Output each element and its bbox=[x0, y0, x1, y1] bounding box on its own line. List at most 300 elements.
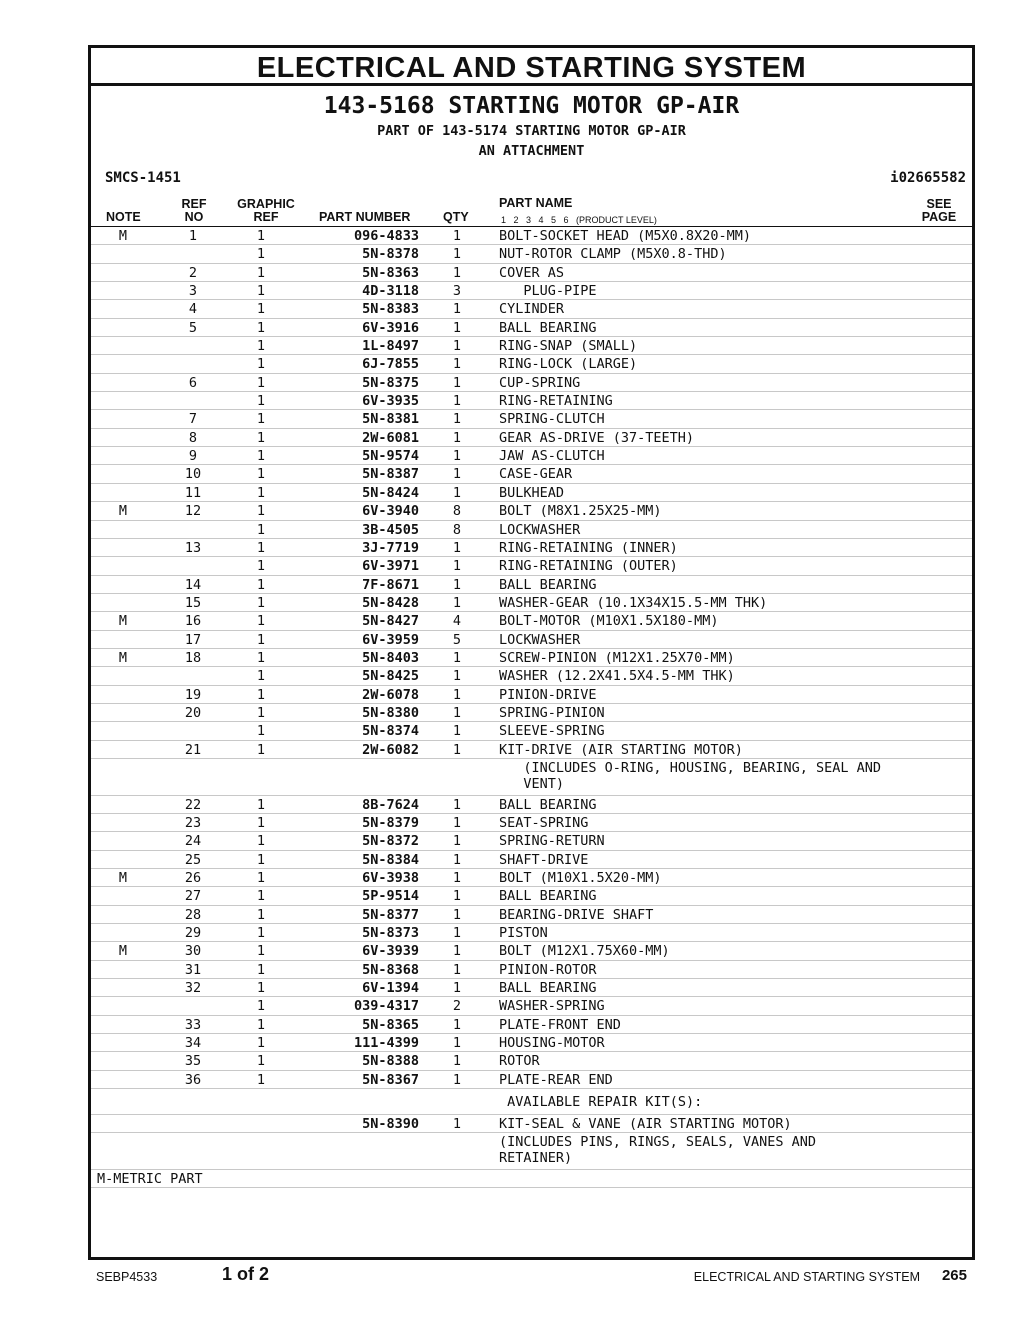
quantity-cell: 1 bbox=[452, 246, 462, 263]
ref-number-cell: 34 bbox=[184, 1035, 202, 1052]
table-row bbox=[91, 1133, 972, 1170]
ref-number-cell: 1 bbox=[188, 228, 198, 244]
ref-number-cell: 8 bbox=[188, 429, 198, 446]
graphic-ref-cell: 1 bbox=[256, 246, 266, 263]
part-number-cell: 5N-8381 bbox=[362, 411, 419, 428]
part-number-cell: 5N-8384 bbox=[362, 851, 419, 868]
part-name-cell: WASHER (12.2X41.5X4.5-MM THK) bbox=[499, 668, 735, 685]
quantity-cell: 1 bbox=[452, 484, 462, 501]
graphic-ref-cell: 1 bbox=[256, 228, 266, 244]
part-number-cell: 2W-6081 bbox=[362, 429, 419, 446]
part-number-cell: 5N-8380 bbox=[362, 704, 419, 721]
part-number-cell: 096-4833 bbox=[353, 228, 419, 244]
quantity-cell: 1 bbox=[452, 448, 462, 465]
part-name-cell: ROTOR bbox=[499, 1053, 540, 1070]
part-name-cell: PLATE-REAR END bbox=[499, 1071, 613, 1088]
ref-number-cell: 28 bbox=[184, 906, 202, 923]
part-number-cell: 5N-8390 bbox=[362, 1115, 419, 1132]
part-number-cell: 5N-8363 bbox=[362, 264, 419, 281]
ref-number-cell: 14 bbox=[184, 576, 202, 593]
table-row bbox=[91, 447, 972, 465]
col-ref-bottom: NO bbox=[184, 210, 204, 224]
table-row bbox=[91, 557, 972, 575]
table-row bbox=[91, 1052, 972, 1070]
quantity-cell: 8 bbox=[452, 521, 462, 538]
graphic-ref-cell: 1 bbox=[256, 1053, 266, 1070]
ref-number-cell: 32 bbox=[184, 980, 202, 997]
table-row bbox=[91, 1115, 972, 1133]
table-row bbox=[91, 410, 972, 428]
graphic-ref-cell: 1 bbox=[256, 998, 266, 1015]
graphic-ref-cell: 1 bbox=[256, 576, 266, 593]
ref-number-cell: 27 bbox=[184, 888, 202, 905]
part-name-cell: CYLINDER bbox=[499, 301, 565, 318]
ref-number-cell: 22 bbox=[184, 796, 202, 813]
part-name-cell: BOLT (M8X1.25X25-MM) bbox=[499, 503, 662, 520]
quantity-cell: 1 bbox=[452, 796, 462, 813]
table-row bbox=[91, 539, 972, 557]
table-row bbox=[91, 631, 972, 649]
ref-number-cell: 30 bbox=[184, 943, 202, 960]
table-row bbox=[91, 814, 972, 832]
part-name-cell: RING-LOCK (LARGE) bbox=[499, 356, 638, 373]
graphic-ref-cell: 1 bbox=[256, 833, 266, 850]
table-row bbox=[91, 961, 972, 979]
table-row bbox=[91, 1071, 972, 1089]
graphic-ref-cell: 1 bbox=[256, 668, 266, 685]
footer-doc-number: SEBP4533 bbox=[96, 1270, 158, 1284]
quantity-cell: 1 bbox=[452, 356, 462, 373]
quantity-cell: 1 bbox=[452, 576, 462, 593]
quantity-cell: 4 bbox=[452, 613, 462, 630]
quantity-cell: 1 bbox=[452, 1115, 462, 1132]
table-row bbox=[91, 282, 972, 300]
quantity-cell: 1 bbox=[452, 374, 462, 391]
part-name-cell: BOLT (M10X1.5X20-MM) bbox=[499, 870, 662, 887]
quantity-cell: 8 bbox=[452, 503, 462, 520]
quantity-cell: 1 bbox=[452, 429, 462, 446]
note-cell: M bbox=[118, 943, 128, 960]
table-row bbox=[91, 979, 972, 997]
col-part-name: PART NAME bbox=[499, 196, 573, 210]
quantity-cell: 1 bbox=[452, 741, 462, 758]
ref-number-cell: 15 bbox=[184, 594, 202, 611]
ref-number-cell: 13 bbox=[184, 539, 202, 556]
part-name-cell: CASE-GEAR bbox=[499, 466, 573, 483]
quantity-cell: 1 bbox=[452, 668, 462, 685]
quantity-cell: 1 bbox=[452, 594, 462, 611]
part-name-cell: BALL BEARING bbox=[499, 796, 597, 813]
graphic-ref-cell: 1 bbox=[256, 888, 266, 905]
graphic-ref-cell: 1 bbox=[256, 283, 266, 300]
part-name-cell: RING-SNAP (SMALL) bbox=[499, 338, 638, 355]
col-graphic-bottom: REF bbox=[253, 210, 279, 224]
part-name-cell: KIT-DRIVE (AIR STARTING MOTOR) bbox=[499, 741, 743, 758]
quantity-cell: 1 bbox=[452, 1016, 462, 1033]
part-name-cell: PINION-DRIVE bbox=[499, 686, 597, 703]
ref-number-cell: 26 bbox=[184, 870, 202, 887]
attachment-label: AN ATTACHMENT bbox=[478, 143, 585, 159]
graphic-ref-cell: 1 bbox=[256, 980, 266, 997]
part-number-cell: 6V-3935 bbox=[362, 393, 419, 410]
part-number-cell: 111-4399 bbox=[353, 1035, 419, 1052]
part-name-cell: SPRING-CLUTCH bbox=[499, 411, 605, 428]
part-number-cell: 6V-3971 bbox=[362, 558, 419, 575]
graphic-ref-cell: 1 bbox=[256, 815, 266, 831]
table-row bbox=[91, 759, 972, 796]
quantity-cell: 1 bbox=[452, 539, 462, 556]
part-number-cell: 5N-8365 bbox=[362, 1016, 419, 1033]
quantity-cell: 1 bbox=[452, 925, 462, 942]
table-row bbox=[91, 374, 972, 392]
graphic-ref-cell: 1 bbox=[256, 393, 266, 410]
table-row bbox=[91, 484, 972, 502]
part-number-cell: 6J-7855 bbox=[362, 356, 419, 373]
quantity-cell: 1 bbox=[452, 1035, 462, 1052]
table-row bbox=[91, 429, 972, 447]
table-row bbox=[91, 887, 972, 905]
graphic-ref-cell: 1 bbox=[256, 484, 266, 501]
part-number-cell: 6V-3938 bbox=[362, 870, 419, 887]
footer-page-number: 265 bbox=[941, 1267, 967, 1284]
ref-number-cell: 3 bbox=[188, 283, 198, 300]
graphic-ref-cell: 1 bbox=[256, 301, 266, 318]
graphic-ref-cell: 1 bbox=[256, 338, 266, 355]
table-row bbox=[91, 722, 972, 740]
table-row bbox=[91, 227, 972, 245]
quantity-cell: 1 bbox=[452, 649, 462, 666]
part-number-cell: 6V-3916 bbox=[362, 319, 419, 336]
table-row bbox=[91, 796, 972, 814]
graphic-ref-cell: 1 bbox=[256, 448, 266, 465]
document-id: i02665582 bbox=[890, 170, 966, 186]
part-name-cell: BALL BEARING bbox=[499, 980, 597, 997]
part-name-cell: CUP-SPRING bbox=[499, 374, 581, 391]
quantity-cell: 1 bbox=[452, 228, 462, 244]
graphic-ref-cell: 1 bbox=[256, 686, 266, 703]
part-name-cell: PISTON bbox=[499, 925, 548, 942]
part-name-cell: BOLT-MOTOR (M10X1.5X180-MM) bbox=[499, 613, 719, 630]
part-number-cell: 5N-9574 bbox=[362, 448, 419, 465]
part-number-cell: 5N-8383 bbox=[362, 301, 419, 318]
quantity-cell: 1 bbox=[452, 301, 462, 318]
part-name-cell: LOCKWASHER bbox=[499, 631, 581, 648]
note-cell: M bbox=[118, 613, 128, 630]
part-name-cell: BOLT (M12X1.75X60-MM) bbox=[499, 943, 670, 960]
smcs-code: SMCS-1451 bbox=[105, 170, 181, 186]
ref-number-cell: 7 bbox=[188, 411, 198, 428]
ref-number-cell: 11 bbox=[184, 484, 202, 501]
part-name-cell: RING-RETAINING bbox=[499, 393, 613, 410]
graphic-ref-cell: 1 bbox=[256, 558, 266, 575]
graphic-ref-cell: 1 bbox=[256, 319, 266, 336]
ref-number-cell: 16 bbox=[184, 613, 202, 630]
ref-number-cell: 20 bbox=[184, 704, 202, 721]
part-number-cell: 5N-8379 bbox=[362, 815, 419, 831]
table-row bbox=[91, 704, 972, 722]
graphic-ref-cell: 1 bbox=[256, 613, 266, 630]
quantity-cell: 1 bbox=[452, 704, 462, 721]
part-number-cell: 5N-8388 bbox=[362, 1053, 419, 1070]
part-number-cell: 3B-4505 bbox=[362, 521, 419, 538]
part-number-cell: 5P-9514 bbox=[362, 888, 419, 905]
quantity-cell: 1 bbox=[452, 980, 462, 997]
part-name-cell: HOUSING-MOTOR bbox=[499, 1035, 605, 1052]
part-number-cell: 5N-8368 bbox=[362, 961, 419, 978]
quantity-cell: 1 bbox=[452, 943, 462, 960]
graphic-ref-cell: 1 bbox=[256, 906, 266, 923]
quantity-cell: 1 bbox=[452, 264, 462, 281]
table-row bbox=[91, 667, 972, 685]
part-name-cell: BALL BEARING bbox=[499, 319, 597, 336]
part-name-cell: SPRING-RETURN bbox=[499, 833, 605, 850]
part-name-cell: WASHER-SPRING bbox=[499, 998, 605, 1015]
part-name-cell: BOLT-SOCKET HEAD (M5X0.8X20-MM) bbox=[499, 228, 751, 244]
part-name-cell: KIT-SEAL & VANE (AIR STARTING MOTOR) bbox=[499, 1115, 792, 1132]
table-row bbox=[91, 594, 972, 612]
table-row bbox=[91, 997, 972, 1015]
graphic-ref-cell: 1 bbox=[256, 521, 266, 538]
quantity-cell: 1 bbox=[452, 338, 462, 355]
graphic-ref-cell: 1 bbox=[256, 466, 266, 483]
ref-number-cell: 29 bbox=[184, 925, 202, 942]
graphic-ref-cell: 1 bbox=[256, 411, 266, 428]
graphic-ref-cell: 1 bbox=[256, 961, 266, 978]
table-row bbox=[91, 851, 972, 869]
note-cell: M bbox=[118, 503, 128, 520]
ref-number-cell: 17 bbox=[184, 631, 202, 648]
table-row bbox=[91, 521, 972, 539]
part-number-cell: 5N-8375 bbox=[362, 374, 419, 391]
graphic-ref-cell: 1 bbox=[256, 723, 266, 740]
part-number-cell: 5N-8372 bbox=[362, 833, 419, 850]
quantity-cell: 1 bbox=[452, 411, 462, 428]
part-name-cell: RING-RETAINING (OUTER) bbox=[499, 558, 678, 575]
part-number-cell: 5N-8374 bbox=[362, 723, 419, 740]
ref-number-cell: 36 bbox=[184, 1071, 202, 1088]
part-name-cell: BULKHEAD bbox=[499, 484, 565, 501]
table-row bbox=[91, 502, 972, 520]
part-number-cell: 8B-7624 bbox=[362, 796, 419, 813]
graphic-ref-cell: 1 bbox=[256, 1016, 266, 1033]
quantity-cell: 1 bbox=[452, 1053, 462, 1070]
part-number-cell: 5N-8378 bbox=[362, 246, 419, 263]
part-name-cell: SEAT-SPRING bbox=[499, 815, 589, 831]
part-name-cell: BALL BEARING bbox=[499, 576, 597, 593]
col-note: NOTE bbox=[106, 210, 141, 224]
quantity-cell: 1 bbox=[452, 1071, 462, 1088]
graphic-ref-cell: 1 bbox=[256, 429, 266, 446]
table-row bbox=[91, 612, 972, 630]
ref-number-cell: 12 bbox=[184, 503, 202, 520]
part-number-cell: 039-4317 bbox=[353, 998, 419, 1015]
graphic-ref-cell: 1 bbox=[256, 1071, 266, 1088]
footer-page-of: 1 of 2 bbox=[222, 1264, 270, 1284]
ref-number-cell: 24 bbox=[184, 833, 202, 850]
footer-section: ELECTRICAL AND STARTING SYSTEM bbox=[693, 1270, 920, 1284]
part-number-cell: 5N-8367 bbox=[362, 1071, 419, 1088]
table-row bbox=[91, 300, 972, 318]
part-number-cell: 5N-8424 bbox=[362, 484, 419, 501]
quantity-cell: 1 bbox=[452, 686, 462, 703]
part-name-cell: GEAR AS-DRIVE (37-TEETH) bbox=[499, 429, 695, 446]
part-number-cell: 4D-3118 bbox=[362, 283, 419, 300]
table-row bbox=[91, 924, 972, 942]
quantity-cell: 1 bbox=[452, 466, 462, 483]
table-row bbox=[91, 576, 972, 594]
quantity-cell: 1 bbox=[452, 815, 462, 831]
part-name-cell: SHAFT-DRIVE bbox=[499, 851, 589, 868]
graphic-ref-cell: 1 bbox=[256, 870, 266, 887]
ref-number-cell: 19 bbox=[184, 686, 202, 703]
col-ref-top: REF bbox=[181, 197, 207, 211]
ref-number-cell: 23 bbox=[184, 815, 202, 831]
part-name-cell: BEARING-DRIVE SHAFT bbox=[499, 906, 654, 923]
quantity-cell: 2 bbox=[452, 998, 462, 1015]
section-title: ELECTRICAL AND STARTING SYSTEM bbox=[91, 48, 972, 86]
ref-number-cell: 33 bbox=[184, 1016, 202, 1033]
quantity-cell: 1 bbox=[452, 558, 462, 575]
ref-number-cell: 6 bbox=[188, 374, 198, 391]
part-number-cell: 1L-8497 bbox=[362, 338, 419, 355]
quantity-cell: 1 bbox=[452, 723, 462, 740]
parts-table bbox=[91, 227, 972, 1188]
table-row bbox=[91, 1016, 972, 1034]
quantity-cell: 1 bbox=[452, 319, 462, 336]
metric-footnote: M-METRIC PART bbox=[97, 1170, 203, 1187]
part-name-cell: JAW AS-CLUTCH bbox=[499, 448, 605, 465]
quantity-cell: 5 bbox=[452, 631, 462, 648]
part-name-cell: (INCLUDES O-RING, HOUSING, BEARING, SEAL AND VENT) bbox=[523, 759, 882, 792]
ref-number-cell: 35 bbox=[184, 1053, 202, 1070]
graphic-ref-cell: 1 bbox=[256, 851, 266, 868]
part-name-cell: AVAILABLE REPAIR KIT(S): bbox=[499, 1094, 703, 1111]
part-number-cell: 2W-6082 bbox=[362, 741, 419, 758]
graphic-ref-cell: 1 bbox=[256, 925, 266, 942]
note-cell: M bbox=[118, 870, 128, 887]
table-row bbox=[91, 942, 972, 960]
part-number-cell: 5N-8425 bbox=[362, 668, 419, 685]
ref-number-cell: 21 bbox=[184, 741, 202, 758]
quantity-cell: 1 bbox=[452, 888, 462, 905]
graphic-ref-cell: 1 bbox=[256, 374, 266, 391]
ref-number-cell: 31 bbox=[184, 961, 202, 978]
part-number-cell: 5N-8427 bbox=[362, 613, 419, 630]
part-name-cell: BALL BEARING bbox=[499, 888, 597, 905]
part-number-cell: 6V-3939 bbox=[362, 943, 419, 960]
part-number-cell: 6V-1394 bbox=[362, 980, 419, 997]
part-name-cell: WASHER-GEAR (10.1X34X15.5-MM THK) bbox=[499, 594, 768, 611]
part-number-cell: 5N-8403 bbox=[362, 649, 419, 666]
graphic-ref-cell: 1 bbox=[256, 943, 266, 960]
graphic-ref-cell: 1 bbox=[256, 631, 266, 648]
col-part-number: PART NUMBER bbox=[319, 210, 411, 224]
ref-number-cell: 25 bbox=[184, 851, 202, 868]
page-frame bbox=[88, 45, 975, 1260]
note-cell: M bbox=[118, 228, 128, 244]
part-number-cell: 5N-8373 bbox=[362, 925, 419, 942]
part-name-cell: PINION-ROTOR bbox=[499, 961, 597, 978]
table-row bbox=[91, 906, 972, 924]
table-row bbox=[91, 649, 972, 667]
table-row bbox=[91, 1170, 972, 1188]
part-name-cell: SLEEVE-SPRING bbox=[499, 723, 605, 740]
table-row bbox=[91, 832, 972, 850]
graphic-ref-cell: 1 bbox=[256, 594, 266, 611]
col-graphic-top: GRAPHIC bbox=[237, 197, 295, 211]
col-see-top: SEE bbox=[926, 197, 952, 211]
table-row bbox=[91, 1089, 972, 1115]
part-name-cell: PLUG-PIPE bbox=[499, 283, 597, 300]
part-name-cell: SCREW-PINION (M12X1.25X70-MM) bbox=[499, 649, 735, 666]
part-number-cell: 3J-7719 bbox=[362, 539, 419, 556]
graphic-ref-cell: 1 bbox=[256, 741, 266, 758]
quantity-cell: 1 bbox=[452, 961, 462, 978]
part-name-cell: LOCKWASHER bbox=[499, 521, 581, 538]
ref-number-cell: 2 bbox=[188, 264, 198, 281]
graphic-ref-cell: 1 bbox=[256, 264, 266, 281]
part-name-cell: RING-RETAINING (INNER) bbox=[499, 539, 678, 556]
table-row bbox=[91, 245, 972, 263]
ref-number-cell: 5 bbox=[188, 319, 198, 336]
quantity-cell: 3 bbox=[452, 283, 462, 300]
table-row bbox=[91, 686, 972, 704]
part-name-cell: COVER AS bbox=[499, 264, 565, 281]
graphic-ref-cell: 1 bbox=[256, 503, 266, 520]
part-number-cell: 6V-3959 bbox=[362, 631, 419, 648]
part-number-cell: 5N-8387 bbox=[362, 466, 419, 483]
table-row bbox=[91, 869, 972, 887]
quantity-cell: 1 bbox=[452, 851, 462, 868]
col-qty: QTY bbox=[443, 210, 469, 224]
col-product-levels: 1 2 3 4 5 6 (PRODUCT LEVEL) bbox=[501, 215, 657, 225]
part-name-cell: PLATE-FRONT END bbox=[499, 1016, 621, 1033]
part-name-cell: (INCLUDES PINS, RINGS, SEALS, VANES AND RETAINER) bbox=[499, 1134, 816, 1167]
table-row bbox=[91, 741, 972, 759]
quantity-cell: 1 bbox=[452, 393, 462, 410]
part-name-cell: SPRING-PINION bbox=[499, 704, 605, 721]
part-name-cell: NUT-ROTOR CLAMP (M5X0.8-THD) bbox=[499, 246, 727, 263]
part-number-cell: 6V-3940 bbox=[362, 503, 419, 520]
table-row bbox=[91, 319, 972, 337]
parent-group: PART OF 143-5174 STARTING MOTOR GP-AIR bbox=[377, 123, 686, 139]
ref-number-cell: 4 bbox=[188, 301, 198, 318]
table-row bbox=[91, 465, 972, 483]
part-number-cell: 2W-6078 bbox=[362, 686, 419, 703]
ref-number-cell: 9 bbox=[188, 448, 198, 465]
graphic-ref-cell: 1 bbox=[256, 796, 266, 813]
quantity-cell: 1 bbox=[452, 906, 462, 923]
note-cell: M bbox=[118, 649, 128, 666]
quantity-cell: 1 bbox=[452, 833, 462, 850]
graphic-ref-cell: 1 bbox=[256, 539, 266, 556]
table-row bbox=[91, 1034, 972, 1052]
quantity-cell: 1 bbox=[452, 870, 462, 887]
table-row bbox=[91, 355, 972, 373]
graphic-ref-cell: 1 bbox=[256, 356, 266, 373]
part-number-cell: 5N-8377 bbox=[362, 906, 419, 923]
ref-number-cell: 10 bbox=[184, 466, 202, 483]
group-heading: 143-5168 STARTING MOTOR GP-AIR bbox=[323, 93, 740, 119]
col-see-bottom: PAGE bbox=[921, 210, 957, 224]
part-number-cell: 5N-8428 bbox=[362, 594, 419, 611]
table-row bbox=[91, 392, 972, 410]
ref-number-cell: 18 bbox=[184, 649, 202, 666]
table-row bbox=[91, 264, 972, 282]
graphic-ref-cell: 1 bbox=[256, 1035, 266, 1052]
graphic-ref-cell: 1 bbox=[256, 649, 266, 666]
table-row bbox=[91, 337, 972, 355]
